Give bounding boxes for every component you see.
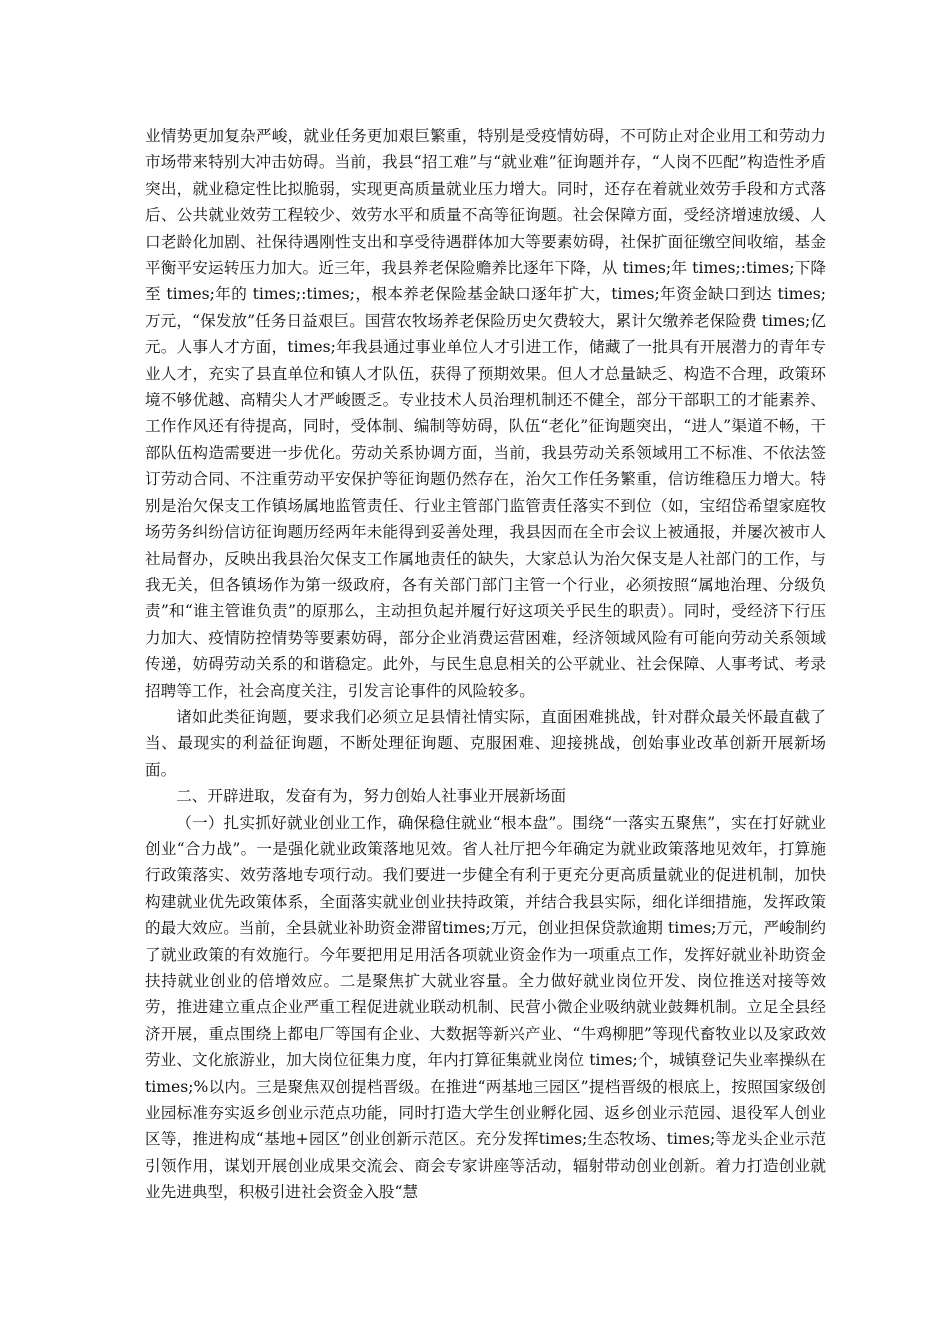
paragraph-employment: （一）扎实抓好就业创业工作，确保稳住就业“根本盘”。围绕“一落实五聚焦”，实在打好就业创业“合力战”。一是强化就业政策落地见效。省人社厅把今年确定为就业政策落地见效年，打算施行政策落实、效劳落地专项行动。我们要进一步健全有利于更充分更高质量就业的促进机制，加快构建就业优先政策体系，全面落实就业创业扶持政策，并结合我县实际，细化详细措施，发挥政策的最大效应。当前，全县就业补助资金滞留times;万元，创业担保贷款逾期 times;万元，严峻制约了就业政策的有效施行。今年要把用足用活各项就业资金作为一项重点工作，发挥好就业补助资金扶持就业创业的倍增效应。二是聚焦扩大就业容量。全力做好就业岗位开发、岗位推送对接等效劳，推进建立重点企业严重工程促进就业联动机制、民营小微企业吸纳就业鼓舞机制。立足全县经济开展，重点围绕上都电厂等国有企业、大数据等新兴产业、“牛鸡柳肥”等现代畜牧业以及家政效劳业、文化旅游业，加大岗位征集力度，年内打算征集就业岗位 times;个，城镇登记失业率操纵在 times;%以内。三是聚焦双创提档晋级。在推进“两基地三园区”提档晋级的根底上，按照国家级创业园标准夯实返乡创业示范点功能，同时打造大学生创业孵化园、返乡创业示范园、退役军人创业区等，推进构成“基地+园区”创业创新示范区。充分发挥times;生态牧场、times;等龙头企业示范引领作用，谋划开展创业成果交流会、商会专家讲座等活动，辐射带动创业创新。着力打造创业就业先进典型，积极引进社会资金入股“慧 xyxy=(145,813,826,1202)
paragraph-summary: 诸如此类征询题，要求我们必须立足县情社情实际，直面困难挑战，针对群众最关怀最直截了当、最现实的利益征询题，不断处理征询题、克服困难、迎接挑战，创始事业改革创新开展新场面。 xyxy=(145,707,826,779)
paragraph-social-issues: 业情势更加复杂严峻，就业任务更加艰巨繁重，特别是受疫情妨碍，不可防止对企业用工和劳动力市场带来特别大冲击妨碍。当前，我县“招工难”与“就业难”征询题并存，“人岗不匹配”构造性矛盾突出，就业稳定性比拟脆弱，实现更高质量就业压力增大。同时，还存在着就业效劳手段和方式落后、公共就业效劳工程较少、效劳水平和质量不高等征询题。社会保障方面，受经济增速放缓、人口老龄化加剧、社保待遇刚性支出和享受待遇群体加大等要素妨碍，社保扩面征缴空间收缩，基金平衡平安运转压力加大。近三年，我县养老保险赡养比逐年下降，从 times;年 times;:times;下降至 times;年的 times;:times;，根本养老保险基金缺口逐年扩大，times;年资金缺口到达 times;万元，“保发放”任务日益艰巨。国营农牧场养老保险历史欠费较大，累计欠缴养老保险费 times;亿元。人事人才方面，times;年我县通过事业单位人才引进工作，储藏了一批具有开展潜力的青年专业人才，充实了县直单位和镇人才队伍，获得了预期效果。但人才总量缺乏、构造不合理，政策环境不够优越、高精尖人才严峻匮乏。专业技术人员治理机制还不健全，部分干部职工的才能素养、工作作风还有待提高，同时，受体制、编制等妨碍，队伍“老化”征询题突出，“进人”渠道不畅，干部队伍构造需要进一步优化。劳动关系协调方面，当前，我县劳动关系领域用工不标准、不依法签订劳动合同、不注重劳动平安保护等征询题仍然存在，治欠工作任务繁重，信访维稳压力增大。特别是治欠保支工作镇场属地监管责任、行业主管部门监管责任落实不到位（如，宝绍岱希望家庭牧场劳务纠纷信访征询题历经两年未能得到妥善处理，我县因而在全市会议上被通报，并屡次被市人社局督办，反映出我县治欠保支工作属地责任的缺失，大家总认为治欠保支是人社部门的工作，与我无关，但各镇场作为第一级政府，各有关部门部门主管一个行业，必须按照“属地治理、分级负责”和“谁主管谁负责”的原那么，主动担负起并履行好这项关乎民生的职责）。同时，受经济下行压力加大、疫情防控情势等要素妨碍，部分企业消费运营困难，经济领域风险有可能向劳动关系领域传递，妨碍劳动关系的和谐稳定。此外，与民生息息相关的公平就业、社会保障、人事考试、考录招聘等工作，社会高度关注，引发言论事件的风险较多。 xyxy=(145,127,826,700)
document-body xyxy=(145,123,826,1206)
section-heading: 二、开辟进取，发奋有为，努力创始人社事业开展新场面 xyxy=(176,787,567,806)
